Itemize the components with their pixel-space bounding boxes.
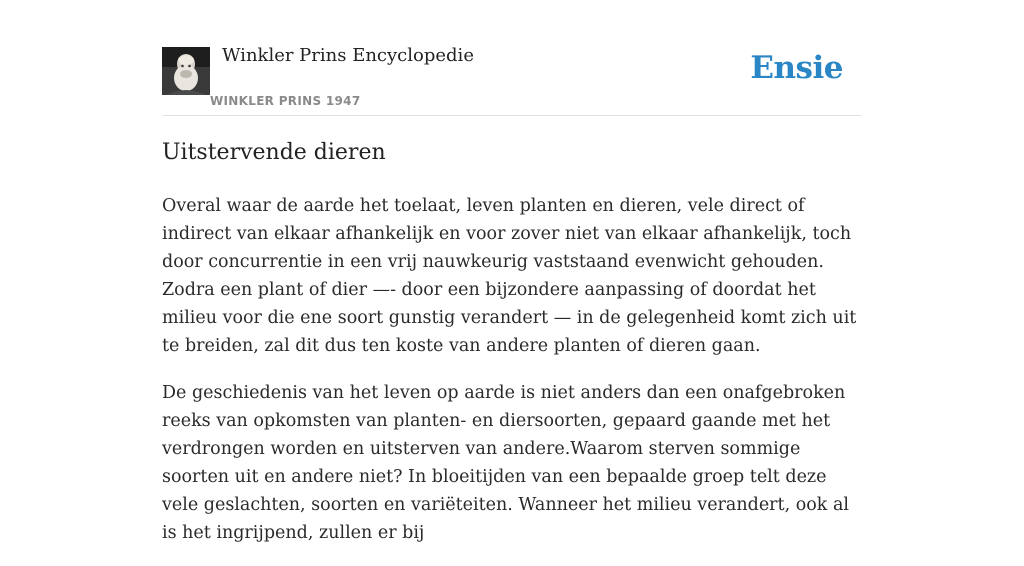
source-header [162,0,862,116]
source-subtitle: WINKLER PRINS 1947 [210,94,361,108]
article-page [162,0,862,543]
article-body [162,192,862,566]
brand-logo[interactable]: Ensie [750,50,843,86]
bearded-man-portrait-icon[interactable] [162,47,210,95]
article-paragraph: De geschiedenis van het leven op aarde is niet anders dan een onafgebroken reeks van opkomsten van planten- en diersoorten, gepaard gaande met het verdrongen worden en uitsterven van andere.Waarom sterven sommige soorten uit en andere niet? In bloeitijden van een bepaalde groep telt deze vele geslachten, soorten en variëteiten. Wanneer het milieu verandert, ook al is het ingrijpend, zullen er bij [162,383,849,543]
source-title[interactable]: Winkler Prins Encyclopedie [222,45,474,66]
article-paragraph: Overal waar de aarde het toelaat, leven planten en dieren, vele direct of indirect van elkaar afhankelijk en voor zover niet van elkaar afhankelijk, toch door concurrentie in een vrij nauwkeurig vaststaand evenwicht gehouden. Zodra een plant of dier —- door een bijzondere aanpassing of doordat het milieu voor die ene soort gunstig verandert — in de gelegenheid komt zich uit te breiden, zal dit dus ten koste van andere planten of dieren gaan. [162,196,857,356]
article-title: Uitstervende dieren [162,140,386,165]
